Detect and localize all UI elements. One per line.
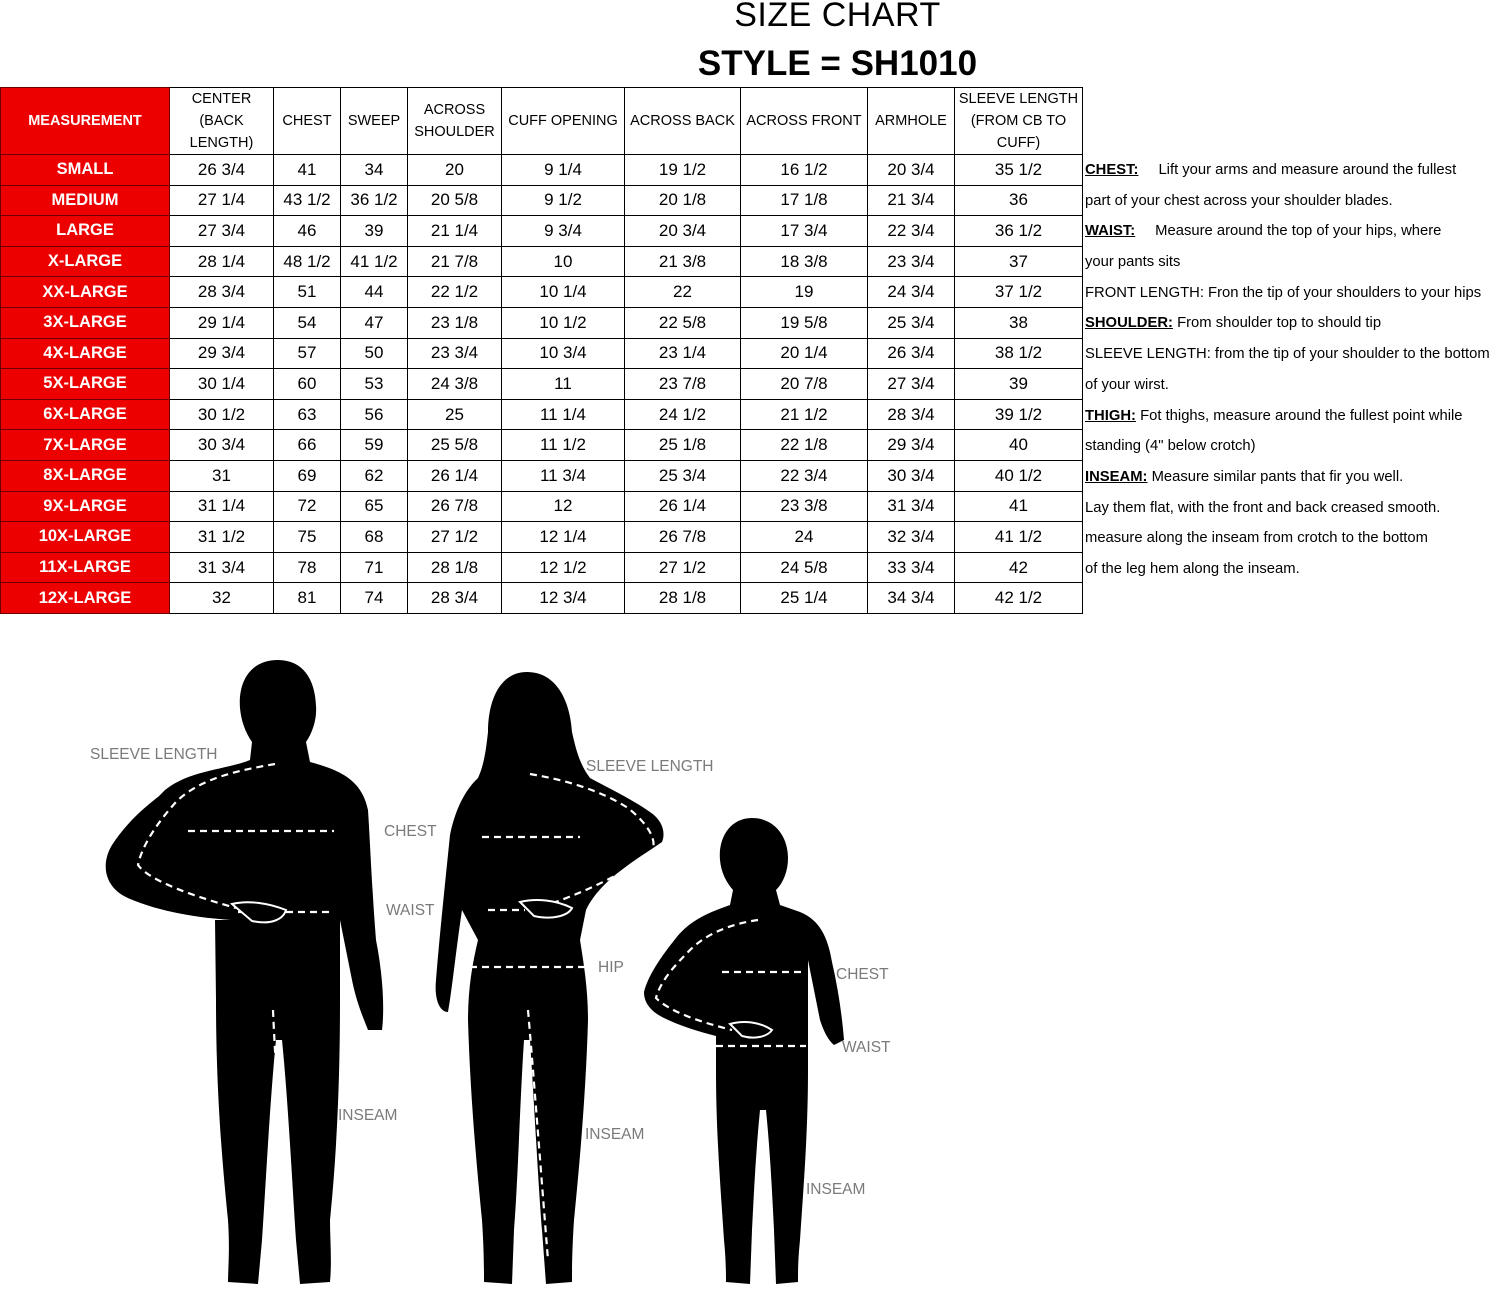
size-label: 3X-LARGE xyxy=(1,307,170,338)
table-cell: 27 3/4 xyxy=(170,216,274,247)
size-label: X-LARGE xyxy=(1,246,170,277)
note-line xyxy=(1085,370,1500,401)
table-cell: 19 xyxy=(741,277,868,308)
note-line xyxy=(1085,431,1500,462)
table-cell: 21 1/4 xyxy=(408,216,502,247)
table-cell: 9 1/2 xyxy=(502,185,625,216)
table-cell: 28 3/4 xyxy=(868,399,955,430)
size-label: 9X-LARGE xyxy=(1,491,170,522)
table-cell: 29 1/4 xyxy=(170,307,274,338)
table-cell: 27 1/2 xyxy=(408,522,502,553)
measurement-header: MEASUREMENT xyxy=(1,88,170,155)
table-cell: 26 1/4 xyxy=(625,491,741,522)
table-cell: 29 3/4 xyxy=(170,338,274,369)
table-cell: 24 3/4 xyxy=(868,277,955,308)
table-row xyxy=(1,399,1083,430)
table-cell: 53 xyxy=(341,369,408,400)
table-cell: 46 xyxy=(274,216,341,247)
table-cell: 40 1/2 xyxy=(955,460,1083,491)
table-cell: 27 1/4 xyxy=(170,185,274,216)
table-row xyxy=(1,185,1083,216)
man-inseam-label: INSEAM xyxy=(338,1107,398,1124)
table-cell: 56 xyxy=(341,399,408,430)
note-keyword: SHOULDER: xyxy=(1085,315,1173,332)
size-label: 5X-LARGE xyxy=(1,369,170,400)
table-cell: 62 xyxy=(341,460,408,491)
table-cell: 22 1/2 xyxy=(408,277,502,308)
table-row xyxy=(1,491,1083,522)
table-cell: 21 1/2 xyxy=(741,399,868,430)
table-cell: 28 3/4 xyxy=(170,277,274,308)
table-cell: 28 1/4 xyxy=(170,246,274,277)
size-label: 7X-LARGE xyxy=(1,430,170,461)
child-chest-label: CHEST xyxy=(836,966,889,983)
table-cell: 31 3/4 xyxy=(170,552,274,583)
table-cell: 39 xyxy=(955,369,1083,400)
table-cell: 18 3/8 xyxy=(741,246,868,277)
table-cell: 23 1/8 xyxy=(408,307,502,338)
note-text: Measure similar pants that fir you well. xyxy=(1147,468,1404,485)
man-waist-label: WAIST xyxy=(386,902,435,919)
child-inseam-label: INSEAM xyxy=(806,1181,866,1198)
table-cell: 30 3/4 xyxy=(170,430,274,461)
measurement-figures xyxy=(0,620,1000,1292)
table-cell: 25 3/4 xyxy=(868,307,955,338)
table-header-row xyxy=(1,88,1083,155)
table-cell: 20 1/8 xyxy=(625,185,741,216)
table-cell: 12 xyxy=(502,491,625,522)
table-cell: 47 xyxy=(341,307,408,338)
table-cell: 10 xyxy=(502,246,625,277)
table-cell: 57 xyxy=(274,338,341,369)
table-cell: 28 3/4 xyxy=(408,583,502,614)
note-line xyxy=(1085,308,1500,339)
table-cell: 38 1/2 xyxy=(955,338,1083,369)
table-cell: 36 xyxy=(955,185,1083,216)
table-cell: 41 xyxy=(955,491,1083,522)
note-keyword: CHEST: xyxy=(1085,162,1139,178)
table-cell: 41 1/2 xyxy=(341,246,408,277)
table-cell: 30 3/4 xyxy=(868,460,955,491)
table-cell: 24 1/2 xyxy=(625,399,741,430)
table-cell: 36 1/2 xyxy=(955,216,1083,247)
note-line xyxy=(1085,339,1500,370)
table-cell: 16 1/2 xyxy=(741,155,868,186)
table-cell: 10 1/4 xyxy=(502,277,625,308)
table-row xyxy=(1,277,1083,308)
note-text: Fot thighs, measure around the fullest point while xyxy=(1135,407,1463,424)
table-cell: 26 7/8 xyxy=(408,491,502,522)
table-cell: 22 xyxy=(625,277,741,308)
table-cell: 10 3/4 xyxy=(502,338,625,369)
style-line: STYLE = SH1010 xyxy=(697,44,978,83)
table-cell: 24 3/8 xyxy=(408,369,502,400)
child-silhouette xyxy=(644,818,844,1284)
column-header: ACROSS BACK xyxy=(625,88,741,155)
table-row xyxy=(1,552,1083,583)
note-text: of the leg hem along the inseam. xyxy=(1085,560,1300,577)
table-cell: 39 xyxy=(341,216,408,247)
table-cell: 41 1/2 xyxy=(955,522,1083,553)
column-header: CHEST xyxy=(274,88,341,155)
table-row xyxy=(1,369,1083,400)
table-cell: 48 1/2 xyxy=(274,246,341,277)
note-line xyxy=(1085,278,1500,309)
note-text: measure along the inseam from crotch to the bottom xyxy=(1085,530,1428,547)
table-cell: 25 5/8 xyxy=(408,430,502,461)
table-cell: 25 3/4 xyxy=(625,460,741,491)
table-row xyxy=(1,583,1083,614)
table-cell: 78 xyxy=(274,552,341,583)
table-cell: 34 3/4 xyxy=(868,583,955,614)
table-cell: 25 1/8 xyxy=(625,430,741,461)
table-cell: 26 3/4 xyxy=(170,155,274,186)
table-cell: 38 xyxy=(955,307,1083,338)
table-cell: 22 3/4 xyxy=(868,216,955,247)
table-cell: 40 xyxy=(955,430,1083,461)
table-cell: 36 1/2 xyxy=(341,185,408,216)
man-sleeve-label: SLEEVE LENGTH xyxy=(90,746,218,763)
table-cell: 17 3/4 xyxy=(741,216,868,247)
column-header: ARMHOLE xyxy=(868,88,955,155)
note-text: FRONT LENGTH: Fron the tip of your shoulders to your hips xyxy=(1085,284,1482,301)
table-cell: 31 xyxy=(170,460,274,491)
measurement-notes xyxy=(1085,155,1500,585)
table-row xyxy=(1,307,1083,338)
table-cell: 27 3/4 xyxy=(868,369,955,400)
table-cell: 23 7/8 xyxy=(625,369,741,400)
table-cell: 23 3/8 xyxy=(741,491,868,522)
size-label: XX-LARGE xyxy=(1,277,170,308)
note-text: your pants sits xyxy=(1085,254,1181,271)
table-cell: 69 xyxy=(274,460,341,491)
table-cell: 63 xyxy=(274,399,341,430)
table-row xyxy=(1,155,1083,186)
table-cell: 22 3/4 xyxy=(741,460,868,491)
table-cell: 26 7/8 xyxy=(625,522,741,553)
table-cell: 20 5/8 xyxy=(408,185,502,216)
note-line xyxy=(1085,401,1500,432)
table-row xyxy=(1,430,1083,461)
table-cell: 21 3/4 xyxy=(868,185,955,216)
table-cell: 43 1/2 xyxy=(274,185,341,216)
table-cell: 37 xyxy=(955,246,1083,277)
table-cell: 54 xyxy=(274,307,341,338)
table-cell: 10 1/2 xyxy=(502,307,625,338)
size-label: 12X-LARGE xyxy=(1,583,170,614)
note-text: Lay them flat, with the front and back creased smooth. xyxy=(1085,499,1441,516)
table-cell: 31 3/4 xyxy=(868,491,955,522)
table-cell: 50 xyxy=(341,338,408,369)
size-label: 4X-LARGE xyxy=(1,338,170,369)
size-label: 6X-LARGE xyxy=(1,399,170,430)
table-cell: 28 1/8 xyxy=(408,552,502,583)
table-cell: 19 1/2 xyxy=(625,155,741,186)
table-cell: 81 xyxy=(274,583,341,614)
table-cell: 25 xyxy=(408,399,502,430)
note-line xyxy=(1085,247,1500,278)
table-cell: 20 xyxy=(408,155,502,186)
table-cell: 26 1/4 xyxy=(408,460,502,491)
table-cell: 23 3/4 xyxy=(868,246,955,277)
note-line xyxy=(1085,493,1500,524)
table-cell: 37 1/2 xyxy=(955,277,1083,308)
woman-hip-label: HIP xyxy=(598,959,624,976)
table-cell: 9 1/4 xyxy=(502,155,625,186)
table-cell: 9 3/4 xyxy=(502,216,625,247)
table-cell: 72 xyxy=(274,491,341,522)
note-line xyxy=(1085,462,1500,493)
table-cell: 33 3/4 xyxy=(868,552,955,583)
note-text: of your wirst. xyxy=(1085,376,1169,393)
column-header: ACROSS SHOULDER xyxy=(408,88,502,155)
table-cell: 32 3/4 xyxy=(868,522,955,553)
table-cell: 29 3/4 xyxy=(868,430,955,461)
note-text: Lift your arms and measure around the fullest xyxy=(1158,162,1457,178)
note-keyword: INSEAM: xyxy=(1085,468,1148,485)
table-cell: 66 xyxy=(274,430,341,461)
table-cell: 11 3/4 xyxy=(502,460,625,491)
size-label: MEDIUM xyxy=(1,185,170,216)
table-cell: 34 xyxy=(341,155,408,186)
child-waist-label: WAIST xyxy=(842,1039,891,1056)
chart-title: SIZE CHART xyxy=(734,0,941,34)
size-label: 10X-LARGE xyxy=(1,522,170,553)
table-cell: 11 1/4 xyxy=(502,399,625,430)
table-cell: 11 xyxy=(502,369,625,400)
table-row xyxy=(1,246,1083,277)
table-cell: 35 1/2 xyxy=(955,155,1083,186)
table-cell: 27 1/2 xyxy=(625,552,741,583)
table-cell: 74 xyxy=(341,583,408,614)
table-cell: 51 xyxy=(274,277,341,308)
table-cell: 59 xyxy=(341,430,408,461)
note-text: SLEEVE LENGTH: from the tip of your shoulder to the bottom xyxy=(1085,346,1490,363)
note-line xyxy=(1085,554,1500,585)
note-line xyxy=(1085,186,1500,217)
table-cell: 12 1/2 xyxy=(502,552,625,583)
note-line xyxy=(1085,216,1500,247)
table-cell: 24 5/8 xyxy=(741,552,868,583)
table-cell: 31 1/2 xyxy=(170,522,274,553)
table-cell: 42 1/2 xyxy=(955,583,1083,614)
table-row xyxy=(1,522,1083,553)
table-cell: 12 1/4 xyxy=(502,522,625,553)
table-row xyxy=(1,460,1083,491)
table-cell: 19 5/8 xyxy=(741,307,868,338)
woman-inseam-label: INSEAM xyxy=(585,1126,645,1143)
table-cell: 75 xyxy=(274,522,341,553)
size-label: 8X-LARGE xyxy=(1,460,170,491)
table-cell: 41 xyxy=(274,155,341,186)
table-cell: 60 xyxy=(274,369,341,400)
table-cell: 25 1/4 xyxy=(741,583,868,614)
woman-sleeve-label: SLEEVE LENGTH xyxy=(586,758,714,775)
table-cell: 23 3/4 xyxy=(408,338,502,369)
table-cell: 20 1/4 xyxy=(741,338,868,369)
note-line xyxy=(1085,155,1500,186)
table-cell: 22 1/8 xyxy=(741,430,868,461)
table-cell: 20 3/4 xyxy=(625,216,741,247)
note-text: Measure around the top of your hips, where xyxy=(1155,223,1442,240)
table-cell: 71 xyxy=(341,552,408,583)
table-cell: 11 1/2 xyxy=(502,430,625,461)
size-table xyxy=(0,87,1083,614)
note-text: standing (4" below crotch) xyxy=(1085,438,1256,455)
note-text: part of your chest across your shoulder blades. xyxy=(1085,192,1393,209)
column-header: CENTER (BACK LENGTH) xyxy=(170,88,274,155)
table-cell: 28 1/8 xyxy=(625,583,741,614)
table-cell: 68 xyxy=(341,522,408,553)
table-cell: 23 1/4 xyxy=(625,338,741,369)
note-text: From shoulder top to should tip xyxy=(1172,315,1382,332)
table-row xyxy=(1,338,1083,369)
column-header: SLEEVE LENGTH (FROM CB TO CUFF) xyxy=(955,88,1083,155)
table-cell: 42 xyxy=(955,552,1083,583)
man-chest-label: CHEST xyxy=(384,823,437,840)
table-cell: 22 5/8 xyxy=(625,307,741,338)
table-cell: 24 xyxy=(741,522,868,553)
column-header: SWEEP xyxy=(341,88,408,155)
table-cell: 12 3/4 xyxy=(502,583,625,614)
note-keyword: THIGH: xyxy=(1085,407,1136,424)
size-label: LARGE xyxy=(1,216,170,247)
note-keyword: WAIST: xyxy=(1085,223,1136,240)
table-cell: 21 3/8 xyxy=(625,246,741,277)
column-header: ACROSS FRONT xyxy=(741,88,868,155)
size-label: SMALL xyxy=(1,155,170,186)
table-cell: 20 7/8 xyxy=(741,369,868,400)
table-cell: 30 1/4 xyxy=(170,369,274,400)
table-cell: 20 3/4 xyxy=(868,155,955,186)
table-cell: 32 xyxy=(170,583,274,614)
table-cell: 26 3/4 xyxy=(868,338,955,369)
table-cell: 17 1/8 xyxy=(741,185,868,216)
note-line xyxy=(1085,523,1500,554)
table-cell: 30 1/2 xyxy=(170,399,274,430)
table-row xyxy=(1,216,1083,247)
table-cell: 44 xyxy=(341,277,408,308)
table-cell: 21 7/8 xyxy=(408,246,502,277)
table-cell: 65 xyxy=(341,491,408,522)
column-header: CUFF OPENING xyxy=(502,88,625,155)
size-label: 11X-LARGE xyxy=(1,552,170,583)
table-cell: 39 1/2 xyxy=(955,399,1083,430)
table-cell: 31 1/4 xyxy=(170,491,274,522)
